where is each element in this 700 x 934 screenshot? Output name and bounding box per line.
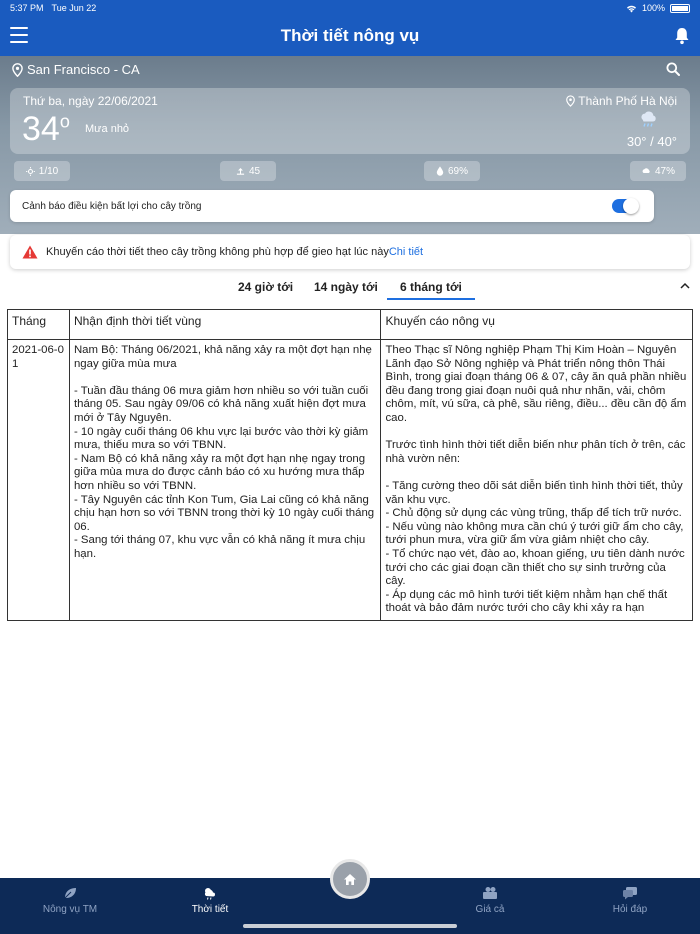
chevron-up-icon[interactable] xyxy=(680,282,690,290)
location-name: San Francisco - CA xyxy=(27,62,140,77)
advisory-banner xyxy=(10,235,690,269)
temperature-range: 30° / 40° xyxy=(626,134,677,149)
battery-percent: 100% xyxy=(641,3,665,13)
weather-description: Mưa nhỏ xyxy=(85,123,130,135)
location-pin-icon xyxy=(12,63,23,77)
app-header xyxy=(0,16,700,56)
page-title: Thời tiết nông vụ xyxy=(280,26,420,45)
rain-cloud-icon xyxy=(641,167,651,176)
alert-toggle-card xyxy=(10,190,654,222)
advice-cell: Theo Thạc sĩ Nông nghiệp Phạm Thị Kim Hoàn – Nguyên Lãnh đạo Sở Nông nghiệp và Phát triển nông thôn Thái Bình, trong giai đoạn tháng 06 & 07, cây ăn quả phần nhiều đều đang trong giai đoạn nuôi quả như nhãn, vải, chôm chôm, mít, vú sữa, cà phê, sầu riêng, điều... đều cần độ ẩm cao. Trước tình hình thời tiết diễn biến như phân tích ở trên, các nhà vườn nên: - Tăng cường theo dõi sát diễn biến tình hình thời tiết, thủy văn khu vực. - Chủ động sử dụng các vùng trũng, thấp để tích trữ nước. - Nếu vùng nào không mưa cần chú ý tưới giữ ẩm cho cây, tưới phun mưa, vừa giữ ẩm vừa giảm nhiệt cho cây. - Tổ chức nạo vét, đào ao, khoan giếng, ưu tiên dành nước tưới cho các giai đoạn cần thiết cho sự sinh trưởng của cây. - Áp dụng các mô hình tưới tiết kiệm nhằm hạn chế thất thoát và bảo đảm nước tưới cho cây khi xảy ra hạn xyxy=(381,340,693,621)
stat-rain-chance: 47% xyxy=(630,161,686,181)
leaf-icon xyxy=(62,886,78,900)
humidity-icon xyxy=(436,166,444,176)
tab-6-months[interactable]: 6 tháng tới xyxy=(400,280,462,294)
status-date: Tue Jun 22 xyxy=(51,3,97,13)
nav-item-thoi-tiet[interactable]: Thời tiết xyxy=(160,886,260,915)
warning-icon xyxy=(22,245,38,259)
column-header-forecast: Nhận định thời tiết vùng xyxy=(69,310,381,340)
weather-city: Thành Phố Hà Nội xyxy=(566,94,677,108)
status-time: 5:37 PM xyxy=(10,3,44,13)
active-tab-indicator xyxy=(387,298,475,300)
column-header-advice: Khuyến cáo nông vụ xyxy=(381,310,693,340)
rain-cloud-icon xyxy=(638,110,658,130)
tab-14-days[interactable]: 14 ngày tới xyxy=(314,280,378,294)
battery-icon xyxy=(670,4,690,13)
advisory-text: Khuyến cáo thời tiết theo cây trồng không phù hợp để gieo hạt lúc này xyxy=(46,246,389,258)
weather-temperature: 34$^o$ xyxy=(22,110,70,148)
forecast-table xyxy=(7,309,693,621)
stat-humidity: 69% xyxy=(424,161,480,181)
menu-icon[interactable] xyxy=(10,27,28,43)
table-header-row xyxy=(8,310,693,340)
forecast-tabs xyxy=(0,280,700,304)
wifi-icon xyxy=(626,4,637,13)
bell-icon[interactable] xyxy=(674,27,690,45)
home-indicator xyxy=(243,924,457,928)
sun-icon xyxy=(26,167,35,176)
nav-item-hoi-dap[interactable]: Hỏi đáp xyxy=(580,886,680,915)
weather-date: Thứ ba, ngày 22/06/2021 xyxy=(23,94,158,108)
tab-24-hours[interactable]: 24 giờ tới xyxy=(238,280,294,294)
alert-toggle-label: Cảnh báo điều kiện bất lợi cho cây trồng xyxy=(22,200,202,212)
weather-icon xyxy=(202,886,218,900)
stat-uv: 1/10 xyxy=(14,161,70,181)
table-row xyxy=(8,340,693,621)
stat-wind: 45 xyxy=(220,161,276,181)
location-selector[interactable] xyxy=(12,62,140,77)
column-header-month: Tháng xyxy=(8,310,70,340)
price-icon xyxy=(482,886,498,900)
location-pin-icon xyxy=(566,95,575,107)
advisory-detail-link[interactable]: Chi tiết xyxy=(388,246,424,258)
month-cell: 2021-06-01 xyxy=(8,340,70,621)
home-icon xyxy=(343,873,357,886)
status-bar xyxy=(0,0,700,16)
nav-item-nong-vu[interactable]: Nông vụ TM xyxy=(20,886,120,915)
forecast-cell: Nam Bộ: Tháng 06/2021, khả năng xảy ra một đợt hạn nhẹ ngay giữa mùa mưa - Tuần đầu tháng 06 mưa giảm hơn nhiều so với tuần cuối tháng 05. Sau ngày 09/06 có khả năng xuất hiện đợt mưa mới ở Tây Nguyên. - 10 ngày cuối tháng 06 khu vực lại bước vào thời kỳ giảm mưa, thiếu mưa so với TBNN. - Nam Bộ có khả năng xảy ra một đợt hạn nhẹ ngay trong giữa mùa mưa do được cảnh báo có xu hướng mưa thấp hơn nhiều so với TBNN. - Tây Nguyên các tỉnh Kon Tum, Gia Lai cũng có khả năng chịu hạn hơn so với TBNN trong thời kỳ 10 ngày cuối tháng 06. - Sang tới tháng 07, khu vực vẫn có khả năng ít mưa chịu hạn. xyxy=(69,340,381,621)
nav-item-gia-ca[interactable]: Giá cả xyxy=(440,886,540,915)
chat-icon xyxy=(622,886,638,900)
home-button[interactable] xyxy=(330,859,370,899)
wind-icon xyxy=(236,167,245,176)
alert-toggle-switch[interactable] xyxy=(612,199,638,213)
search-icon[interactable] xyxy=(666,62,680,76)
